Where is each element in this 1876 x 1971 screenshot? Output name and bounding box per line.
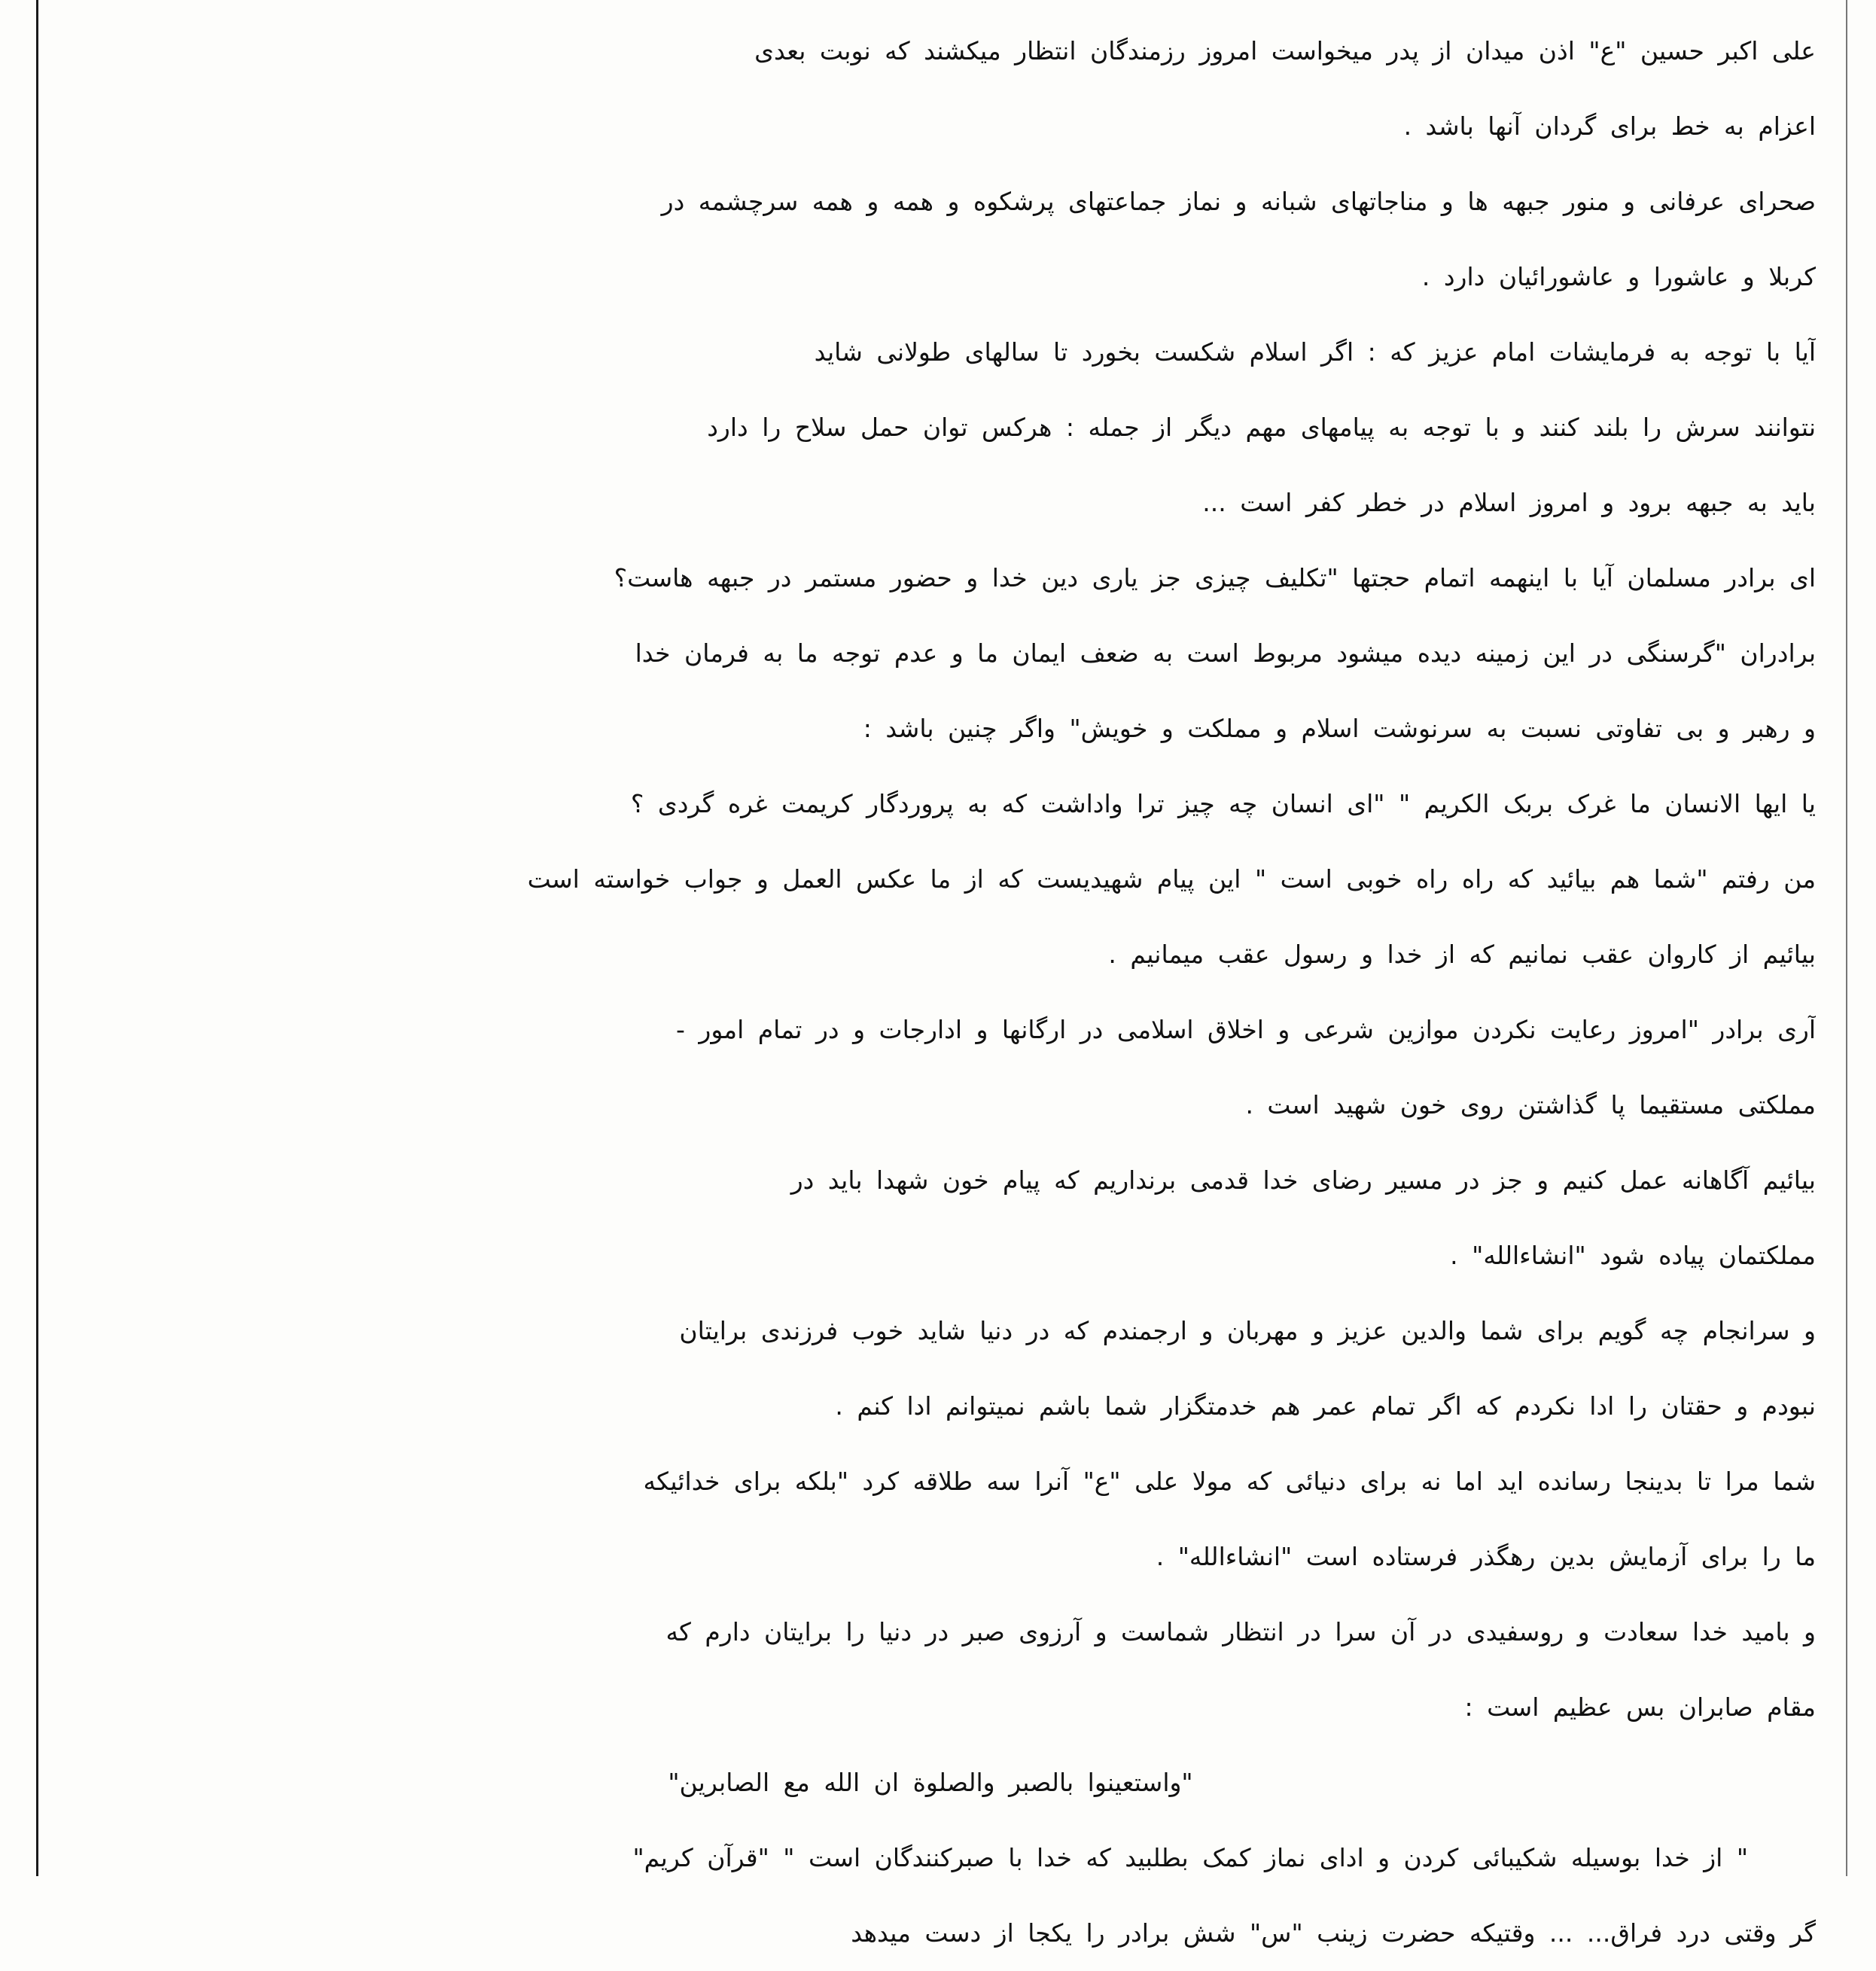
text-line-11: یا ایها الانسان ما غرک بربک الکریم " "ای انسان چه چیز ترا واداشت که به پروردگار کریمت غره گردی ؟ xyxy=(630,789,1816,818)
text-line-5: آیا با توجه به فرمایشات امام عزیز که : اگر اسلام شکست بخورد تا سالهای طولانی شاید xyxy=(814,337,1816,367)
text-line-13: بیائیم از کاروان عقب نمانیم که از خدا و رسول عقب میمانیم . xyxy=(1108,940,1816,969)
quran-verse-line: "واستعینوا بالصبر والصلوة ان الله مع الصابرین" xyxy=(668,1768,1193,1797)
verse-translation-line: " از خدا بوسیله شکیبائی کردن و ادای نماز کمک بطلبید که خدا با صبرکنندگان است " "قرآن کریم" xyxy=(632,1843,1748,1872)
text-line-10: و رهبر و بی تفاوتی نسبت به سرنوشت اسلام و مملکت و خویش" واگر چنین باشد : xyxy=(863,714,1816,743)
text-line-14: آری برادر "امروز رعایت نکردن موازین شرعی و اخلاق اسلامی در ارگانها و ادارجات و در تمام امور - xyxy=(676,1015,1816,1044)
text-line-8: ای برادر مسلمان آیا با اینهمه اتمام حجتها "تکلیف چیزی جز یاری دین خدا و حضور مستمر در جبهه هاست؟ xyxy=(614,563,1816,593)
text-line-21: ما را برای آزمایش بدین رهگذر فرستاده است "انشاءالله" . xyxy=(1156,1542,1816,1571)
text-line-7: باید به جبهه برود و امروز اسلام در خطر کفر است ... xyxy=(1202,488,1816,517)
left-margin-rule xyxy=(36,0,38,1876)
text-line-23: مقام صابران بس عظیم است : xyxy=(1464,1692,1816,1722)
text-line-9: برادران "گرسنگی در این زمینه دیده میشود مربوط است به ضعف ایمان ما و عدم توجه ما به فرمان خدا xyxy=(635,638,1816,668)
text-line-19: نبودم و حقتان را ادا نکردم که اگر تمام عمر هم خدمتگزار شما باشم نمیتوانم ادا کنم . xyxy=(835,1391,1816,1421)
text-line-22: و بامید خدا سعادت و روسفیدی در آن سرا در انتظار شماست و آرزوی صبر در دنیا را برایتان دارم که xyxy=(665,1617,1816,1647)
text-line-17: مملکتمان پیاده شود "انشاءالله" . xyxy=(1450,1241,1816,1270)
text-line-26: گر وقتی درد فراق... ... وقتیکه حضرت زینب "س" شش برادر را یکجا از دست میدهد xyxy=(851,1918,1816,1948)
text-line-20: شما مرا تا بدینجا رسانده اید اما نه برای دنیائی که مولا علی "ع" آنرا سه طلاقه کرد "بلکه برای خدائیکه xyxy=(643,1467,1816,1496)
text-line-2: اعزام به خط برای گردان آنها باشد . xyxy=(1403,111,1816,141)
text-line-15: مملکتی مستقیما پا گذاشتن روی خون شهید است . xyxy=(1245,1090,1816,1120)
right-margin-rule xyxy=(1846,0,1847,1876)
text-line-16: بیائیم آگاهانه عمل کنیم و جز در مسیر رضای خدا قدمی برنداریم که پیام خون شهدا باید در xyxy=(790,1165,1816,1195)
text-line-3: صحرای عرفانی و منور جبهه ها و مناجاتهای شبانه و نماز جماعتهای پرشکوه و همه و همه سرچشمه در xyxy=(661,187,1816,216)
document-body xyxy=(45,14,1816,1971)
text-line-12: من رفتم "شما هم بیائید که راه راه خوبی است " این پیام شهیدیست که از ما عکس العمل و جواب خواسته است xyxy=(527,864,1816,894)
text-line-18: و سرانجام چه گویم برای شما والدین عزیز و مهربان و ارجمندم که در دنیا شاید خوب فرزندی برایتان xyxy=(679,1316,1816,1345)
text-line-4: کربلا و عاشورا و عاشورائیان دارد . xyxy=(1421,262,1816,291)
text-line-6: نتوانند سرش را بلند کنند و با توجه به پیامهای مهم دیگر از جمله : هرکس توان حمل سلاح را دارد xyxy=(707,413,1816,442)
text-line-1: علی اکبر حسین "ع" اذن میدان از پدر میخواست امروز رزمندگان انتظار میکشند که نوبت بعدی xyxy=(754,36,1816,65)
